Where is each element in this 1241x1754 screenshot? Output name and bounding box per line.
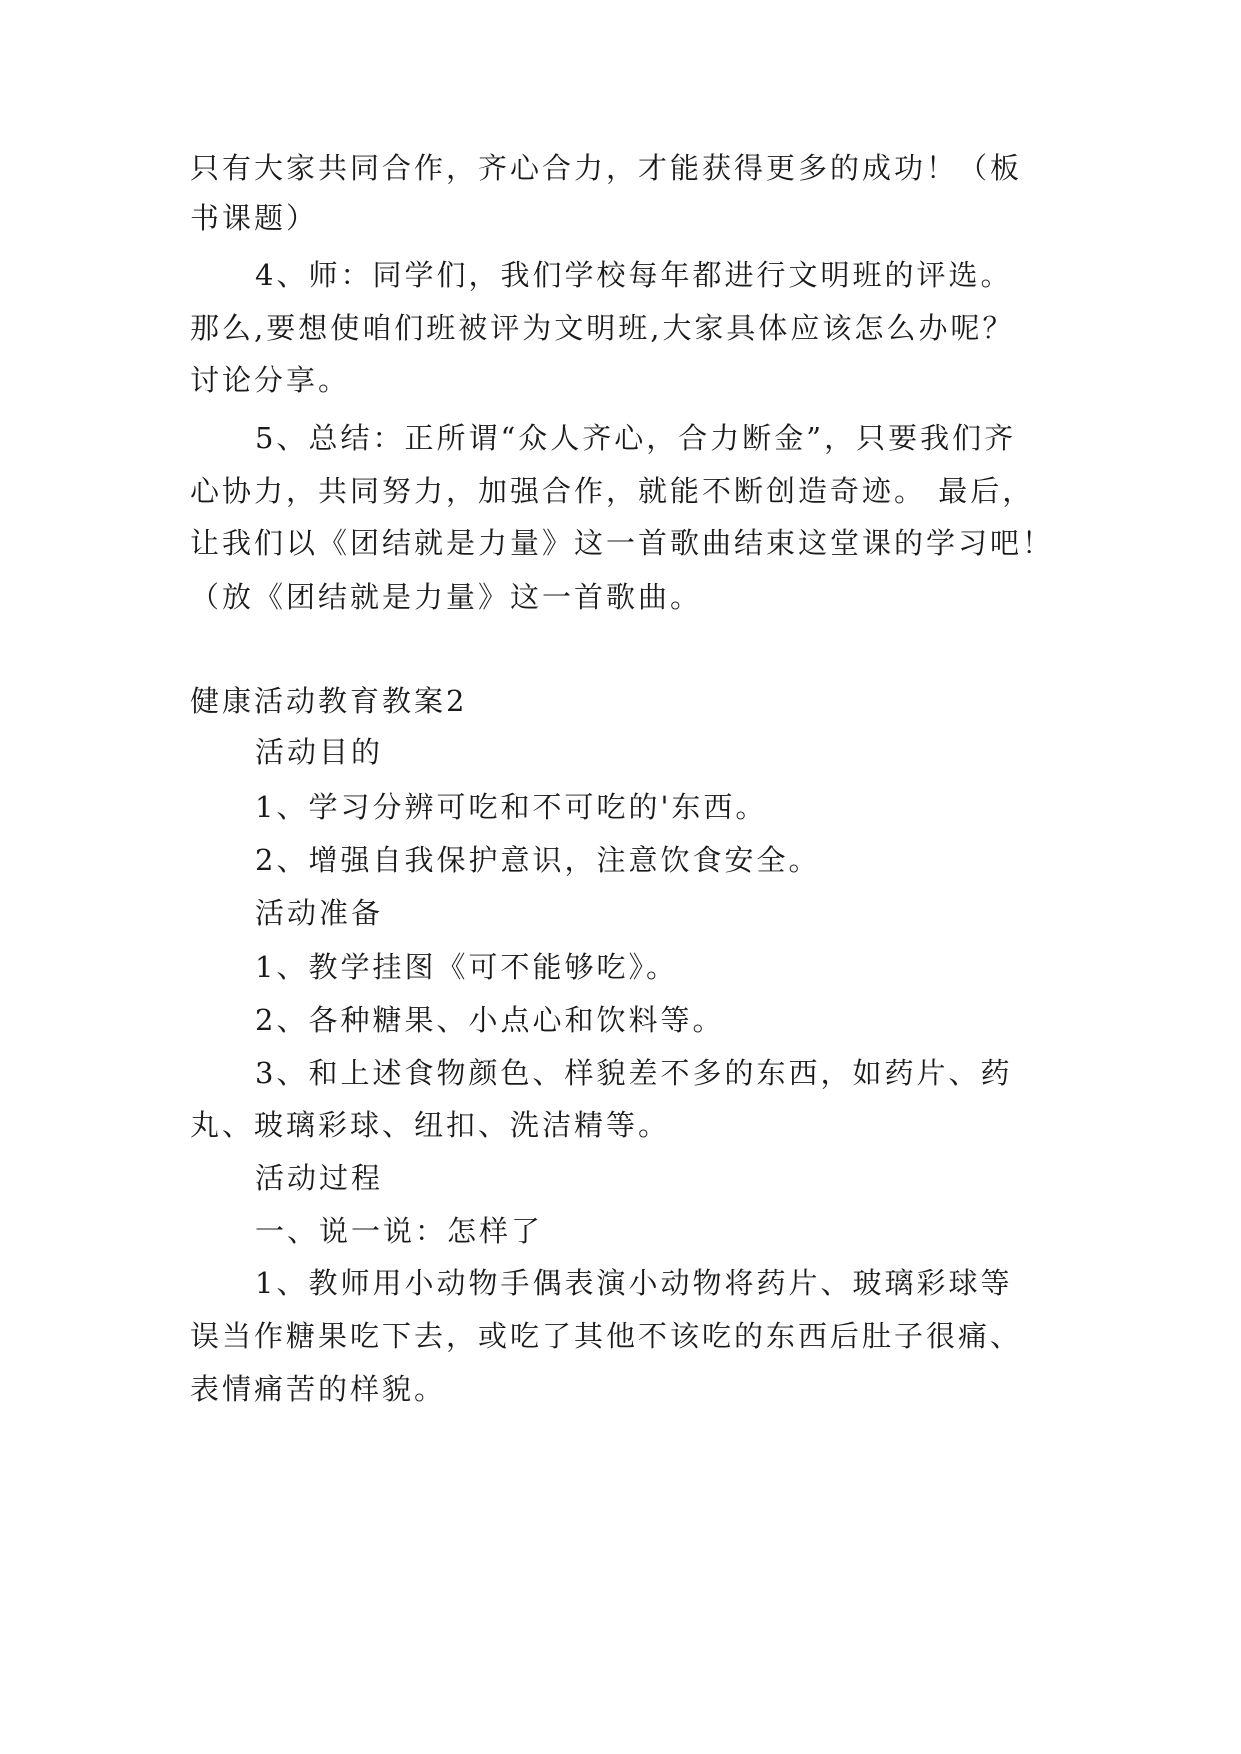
list-item: 1、教学挂图《可不能够吃》。: [255, 950, 678, 984]
subsection-heading: 活动目的: [255, 735, 384, 769]
paragraph-line: 书课题）: [190, 201, 319, 235]
paragraph-line: 5、总结：正所谓“众人齐心，合力断金”，只要我们齐: [255, 421, 1017, 455]
subsection-heading: 活动过程: [255, 1161, 384, 1195]
subsection-heading: 活动准备: [255, 896, 384, 930]
paragraph-line: 只有大家共同合作，齐心合力，才能获得更多的成功！（板: [190, 151, 1023, 185]
paragraph-line: 那么,要想使咱们班被评为文明班,大家具体应该怎么办呢？: [190, 311, 1015, 345]
list-item: 3、和上述食物颜色、样貌差不多的东西，如药片、药: [255, 1056, 1013, 1090]
section-heading: 健康活动教育教案2: [190, 684, 468, 718]
list-item: 2、各种糖果、小点心和饮料等。: [255, 1003, 725, 1037]
paragraph-line: 心协力，共同努力，加强合作，就能不断创造奇迹。 最后，: [190, 474, 1035, 508]
paragraph-line: 1、教师用小动物手偶表演小动物将药片、玻璃彩球等: [255, 1266, 1013, 1300]
list-item: 1、学习分辨可吃和不可吃的'东西。: [255, 790, 768, 824]
paragraph-line: 让我们以《团结就是力量》这一首歌曲结束这堂课的学习吧！: [190, 526, 1055, 560]
paragraph-line: 4、师：同学们，我们学校每年都进行文明班的评选。: [255, 258, 1013, 292]
paragraph-line: 讨论分享。: [190, 363, 351, 397]
paragraph-line: 误当作糖果吃下去，或吃了其他不该吃的东西后肚子很痛、: [190, 1319, 1023, 1353]
paragraph-line: 丸、玻璃彩球、纽扣、洗洁精等。: [190, 1108, 671, 1142]
paragraph-line: 表情痛苦的样貌。: [190, 1372, 447, 1406]
subsection-heading: 一、说一说：怎样了: [255, 1214, 544, 1248]
list-item: 2、增强自我保护意识，注意饮食安全。: [255, 843, 821, 877]
paragraph-line: （放《团结就是力量》这一首歌曲。: [190, 580, 703, 614]
